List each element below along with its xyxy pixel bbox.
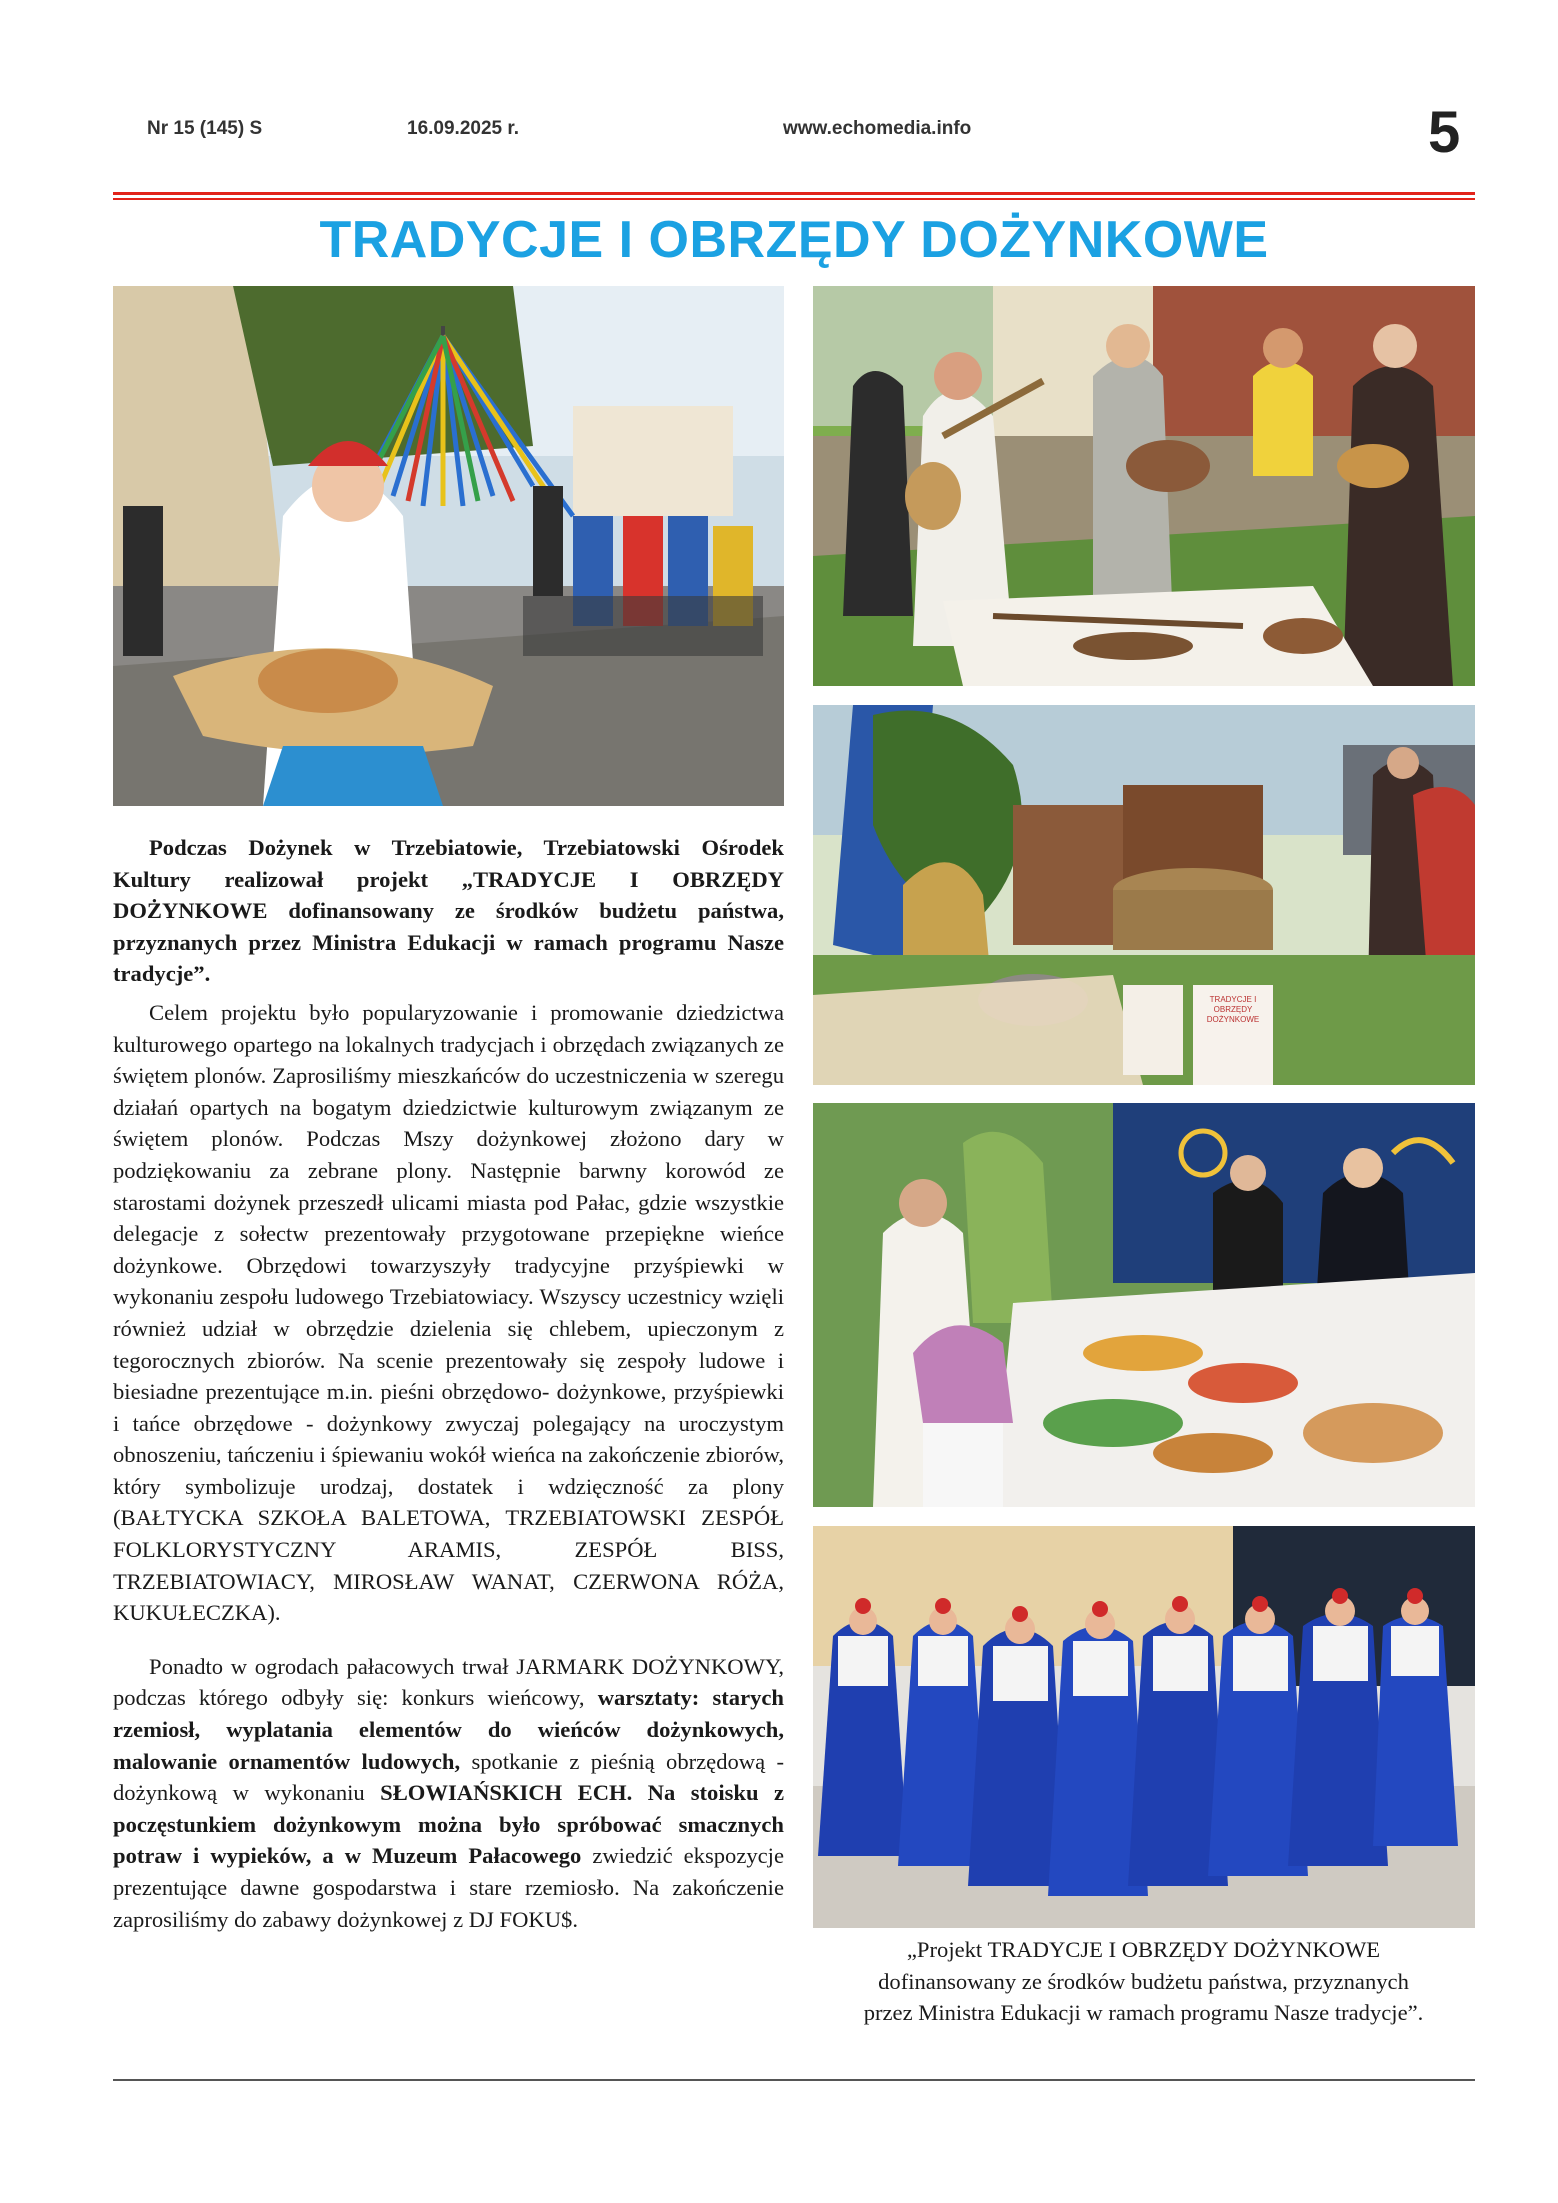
article-paragraph-3 — [113, 1651, 784, 1935]
caption-line-3: przez Ministra Edukacji w ramach programu Nasze tradycje”. — [863, 2000, 1424, 2026]
photo-harvest-procession — [113, 286, 784, 806]
caption-line-2: dofinansowany ze środków budżetu państwa, przyznanych — [878, 1968, 1409, 1994]
paragraph-3-text-c: spotkanie z pieśnią obrzędową - dożynkową w wykonaniu — [113, 1748, 784, 1806]
paragraph-3-bold-d: SŁOWIAŃSKICH ECH. Na stoisku z poczęstunkiem dożynkowym można było spróbować smacznych potraw i wypieków, a w Muzeum Pałacowego — [113, 1780, 784, 1869]
photo-folk-dancers — [813, 1526, 1475, 1928]
page-number: 5 — [1428, 100, 1461, 165]
article-paragraph-2: Celem projektu było popularyzowanie i promowanie dziedzictwa kulturowego opartego na lokalnych tradycjach i obrzędach związanych ze świętem plonów. Zaprosiliśmy mieszkańców do uczestniczenia w szeregu działań opartych na bogatym dziedzictwie kulturowym związanym ze świętem plonów. Podczas Mszy dożynkowej złożono dary w podziękowaniu za zebrane plony. Następnie barwny korowód ze starostami dożynek przeszedł ulicami miasta pod Pałac, gdzie wszystkie delegacje z sołectw prezentowały przygotowane przepiękne wieńce dożynkowe. Obrzędowi towarzyszyły tradycyjne przyśpiewki w wykonaniu zespołu ludowego Trzebiatowiacy. Wszyscy uczestnicy wzięli również udział w obrzędzie dzielenia się chlebem, upieczonym z tegorocznych zbiorów. Na scenie prezentowały się zespoły ludowe i biesiadne prezentujące m.in. pieśni obrzędowo- dożynkowe, przyśpiewki i tańce obrzędowe - dożynkowy zwyczaj polegający na uroczystym obnoszeniu, tańczeniu i śpiewaniu wokół wieńca na zakończenie zbiorów, który symbolizuje urodzaj, dostatek i wdzięczność za plony (BAŁTYCKA SZKOŁA BALETOWA, TRZEBIATOWSKI ZESPÓŁ FOLKLORYSTYCZNY ARAMIS, ZESPÓŁ BISS, TRZEBIATOWIACY, MIROSŁAW WANAT, CZERWONA RÓŻA, KUKUŁECZKA). — [113, 999, 784, 1626]
photo-harvest-food-table — [813, 1103, 1475, 1507]
paragraph-3-text-e: zwiedzić ekspozycje prezentujące dawne gospodarstwa i stare rzemiosło. Na zakończenie zaprosiliśmy do zabawy dożynkowej z DJ FOKU$. — [113, 1843, 784, 1932]
stand-board-sign: TRADYCJE I OBRZĘDY DOŻYNKOWE — [1206, 995, 1260, 1024]
website-link[interactable]: www.echomedia.info — [783, 118, 972, 139]
header-rule-bottom — [113, 198, 1475, 200]
photo-folk-musicians — [813, 286, 1475, 686]
caption-line-1: „Projekt TRADYCJE I OBRZĘDY DOŻYNKOWE — [906, 1937, 1381, 1962]
paragraph-3-bold-b: warsztaty: starych rzemiosł, wyplatania elementów do wieńców dożynkowych, malowanie ornamentów ludowych, — [113, 1685, 785, 1774]
footer-rule — [113, 2079, 1475, 2081]
photo-caption — [812, 1934, 1475, 2029]
paragraph-3-text-a: Ponadto w ogrodach pałacowych trwał JARMARK DOŻYNKOWY, podczas którego odbyły się: konkurs wieńcowy, — [113, 1653, 784, 1711]
issue-number: Nr 15 (145) S — [147, 118, 263, 139]
article-body — [113, 832, 784, 1935]
article-lead: Podczas Dożynek w Trzebiatowie, Trzebiatowski Ośrodek Kultury realizował projekt „TRADYCJE I OBRZĘDY DOŻYNKOWE dofinansowany ze środków budżetu państwa, przyznanych przez Ministra Edukacji w ramach programu Nasze tradycje”. — [113, 835, 784, 987]
photo-traditional-tools-stand — [813, 705, 1475, 1085]
header-rule-top — [113, 192, 1475, 195]
article-title: TRADYCJE I OBRZĘDY DOŻYNKOWE — [319, 211, 1269, 269]
issue-date: 16.09.2025 r. — [407, 118, 519, 139]
